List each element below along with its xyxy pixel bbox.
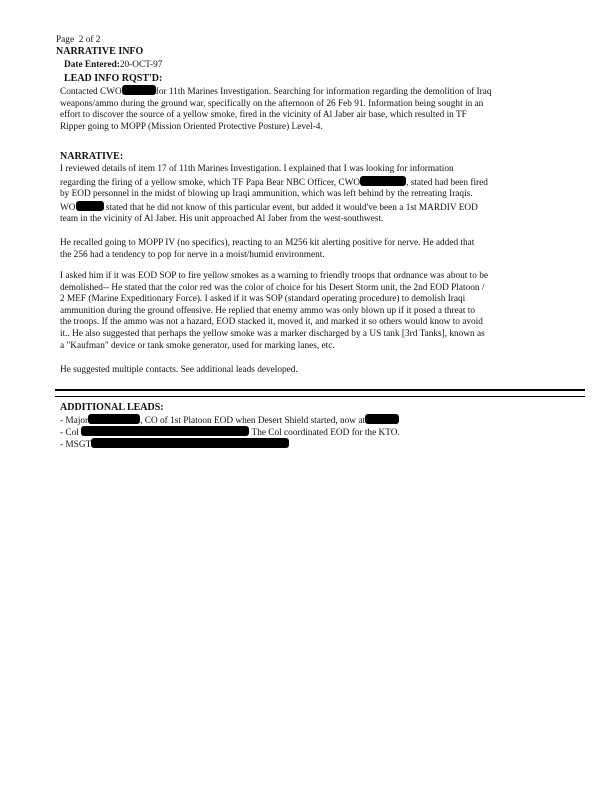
text-line: 2 MEF (Marine Expeditionary Force). I asked if it was SOP (standard operating procedure) to demolish Iraqi: [60, 294, 466, 305]
narrative-paragraph-1: [60, 164, 560, 226]
redaction-block: [365, 414, 399, 424]
narrative-title: NARRATIVE:: [60, 151, 124, 162]
text-line: demolished-- He stated that the color red was the color of choice for his Desert Storm unit, the 2nd EOD Platoon /: [60, 282, 485, 293]
page-label: Page: [56, 35, 75, 45]
lead-info-title: LEAD INFO RQST'D:: [64, 73, 163, 84]
narrative-paragraph-2: [60, 238, 560, 261]
text-line: by EOD personnel in the midst of blowing up Iraqi ammunition, which was left behind by the retreating Iraqis.: [60, 189, 473, 200]
text-segment: - Col: [60, 428, 79, 438]
text-line: He recalled going to MOPP IV (no specifics), reacting to an M256 kit alerting positive for nerve. He added that: [60, 238, 475, 248]
page-number: [56, 35, 100, 46]
text-line: weapons/ammo during the ground war, specifically on the afternoon of 26 Feb 91. Information being sought in an: [60, 98, 484, 109]
text-segment: stated that he did not know of this particular event, but added it would've been a 1st MARDIV EOD: [103, 202, 478, 213]
redaction-block: [81, 426, 249, 436]
text-segment: - Major: [60, 416, 89, 426]
date-entered: [64, 60, 162, 71]
text-segment: , stated had been fired: [406, 177, 488, 188]
lead-item-3: [60, 438, 289, 451]
redaction-block: [360, 176, 406, 186]
text-segment: for 11th Marines Investigation. Searching for information regarding the demolition of Iraq: [155, 87, 492, 97]
text-segment: WO: [60, 202, 76, 213]
text-line: it.. He also suggested that perhaps the yellow smoke was a marker discharged by a US tank [3rd Tanks], known as: [60, 328, 485, 339]
text-line: [60, 85, 560, 99]
page-number-value: 2 of 2: [78, 35, 101, 45]
text-segment: regarding the firing of a yellow smoke, which TF Papa Bear NBC Officer, CWO: [60, 177, 361, 188]
text-line: I asked him if it was EOD SOP to fire yellow smokes as a warning to friendly troops that ordnance was about to be: [60, 271, 488, 281]
text-segment: Contacted CWO: [60, 87, 122, 97]
text-segment: The Col coordinated EOD for the KTO.: [251, 428, 400, 438]
text-line: He suggested multiple contacts. See additional leads developed.: [60, 365, 298, 375]
text-line: the 256 had a tendency to pop for nerve in a moist/humid environment.: [60, 249, 325, 260]
redaction-block: [76, 201, 104, 211]
text-line: ammunition during the ground offensive. He replied that enemy ammo was only blown up if it posed a threat to: [60, 305, 476, 316]
text-line: team in the vicinity of Al Jaber. His unit approached Al Jaber from the west-southwest.: [60, 214, 384, 225]
additional-leads-title: ADDITIONAL LEADS:: [60, 402, 164, 413]
redaction-block: [88, 414, 140, 424]
text-line: a "Kaufman" device or tank smoke generator, used for marking lanes, etc.: [60, 340, 335, 351]
date-value: 20-OCT-97: [119, 60, 163, 70]
section-title: NARRATIVE INFO: [56, 46, 144, 57]
text-line: [60, 201, 560, 215]
divider-thick: [55, 389, 585, 391]
lead-info-paragraph: [60, 85, 560, 133]
text-line: the troops. If the ammo was not a hazard, EOD stacked it, moved it, and marked it so others would know to avoid: [60, 317, 483, 328]
text-segment: - MSGT: [60, 440, 92, 450]
narrative-paragraph-4: [60, 365, 560, 377]
text-line: [60, 176, 560, 190]
redaction-block: [91, 438, 289, 448]
redaction-block: [122, 85, 156, 95]
text-line: effort to discover the source of a yellow smoke, fired in the vicinity of Al Jaber air base, which resulted in TF: [60, 110, 467, 121]
text-line: Ripper going to MOPP (Mission Oriented Protective Posture) Level-4.: [60, 121, 323, 132]
divider-thin: [55, 396, 585, 397]
narrative-paragraph-3: [60, 271, 560, 352]
text-segment: , CO of 1st Platoon EOD when Desert Shield started, now at: [140, 416, 366, 426]
text-line: I reviewed details of item 17 of 11th Marines Investigation. I explained that I was looking for information: [60, 164, 454, 174]
date-label: Date Entered:: [64, 60, 120, 70]
